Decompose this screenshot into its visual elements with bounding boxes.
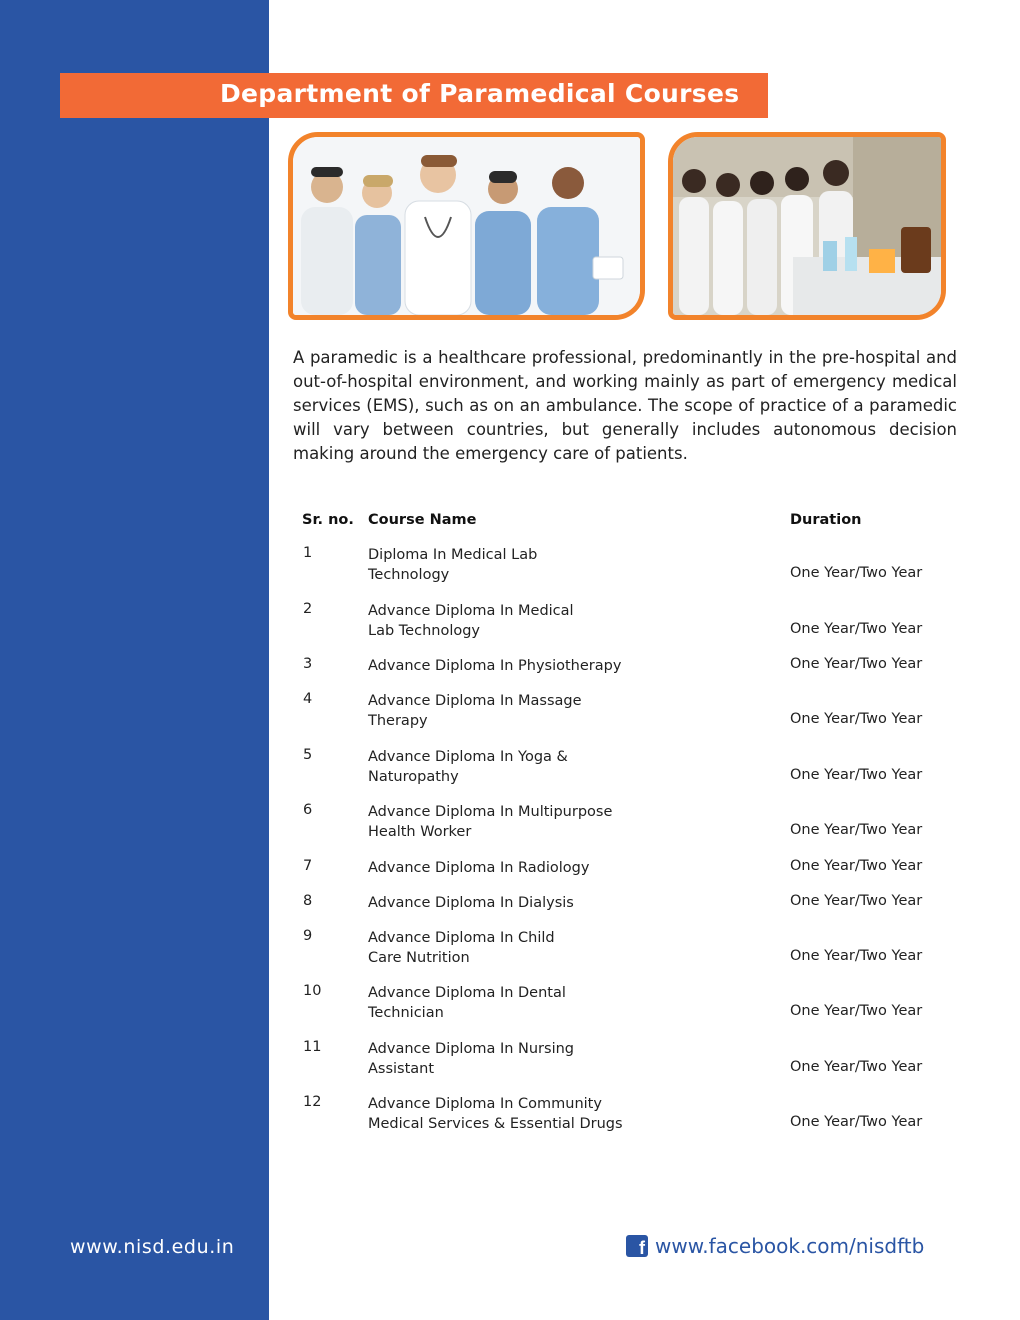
- header-duration: Duration: [790, 512, 862, 528]
- course-duration: One Year/Two Year: [790, 711, 923, 727]
- course-name: Advance Diploma In Yoga & Naturopathy: [368, 748, 568, 785]
- course-name: Advance Diploma In Child Care Nutrition: [368, 929, 555, 966]
- course-name: Advance Diploma In Dental Technician: [368, 985, 566, 1021]
- course-name: Diploma In Medical Lab Technology: [368, 547, 538, 583]
- sr-number: 2: [303, 600, 313, 617]
- intro-paragraph: A paramedic is a healthcare professional, predominantly in the pre-hospital and out-of-hospital environment, and working mainly as part of emergency medical services (EMS), such as on an ambulance. The scope of practice of a paramedic will vary between countries, but generally includes autonomous decision making around the emergency care of patients.: [293, 348, 957, 463]
- course-duration: One Year/Two Year: [790, 766, 923, 783]
- header-sr-no: Sr. no.: [302, 512, 354, 528]
- page-title: Department of Paramedical Courses: [220, 79, 740, 108]
- title-banner: [60, 73, 768, 118]
- sr-number: 12: [303, 1094, 322, 1110]
- course-name: Advance Diploma In Nursing Assistant: [368, 1040, 574, 1077]
- table-row: [0, 858, 1020, 893]
- sr-number: 3: [303, 656, 313, 672]
- facebook-url: www.facebook.com/nisdftb: [655, 1234, 925, 1258]
- table-row: [0, 1039, 1020, 1095]
- sr-number: 7: [303, 857, 313, 874]
- medical-staff-photo: [288, 132, 645, 320]
- course-name: Advance Diploma In Dialysis: [368, 894, 574, 911]
- course-name: Advance Diploma In Multipurpose Health Worker: [368, 804, 613, 840]
- sr-number: 9: [303, 927, 313, 944]
- course-name: Advance Diploma In Radiology: [368, 859, 590, 876]
- course-name: Advance Diploma In Medical Lab Technology: [368, 602, 574, 639]
- course-duration: One Year/Two Year: [790, 1058, 923, 1075]
- course-duration: One Year/Two Year: [790, 656, 923, 672]
- sr-number: 5: [303, 746, 313, 763]
- table-row: [0, 1094, 1020, 1150]
- course-name: Advance Diploma In Massage Therapy: [368, 693, 582, 729]
- sr-number: 4: [303, 691, 313, 707]
- facebook-link[interactable]: [626, 1234, 924, 1258]
- course-name: Advance Diploma In Physiotherapy: [368, 658, 622, 674]
- table-row: [0, 983, 1020, 1039]
- sr-number: 8: [303, 892, 313, 909]
- table-row: [0, 656, 1020, 691]
- table-row: [0, 601, 1020, 657]
- course-duration: One Year/Two Year: [790, 822, 923, 838]
- website-link[interactable]: www.nisd.edu.in: [70, 1236, 235, 1258]
- course-duration: One Year/Two Year: [790, 620, 923, 637]
- course-duration: One Year/Two Year: [790, 892, 923, 909]
- table-row: [0, 893, 1020, 928]
- course-duration: One Year/Two Year: [790, 857, 923, 874]
- sr-number: 1: [303, 545, 313, 561]
- course-name: Advance Diploma In Community Medical Services & Essential Drugs: [368, 1096, 623, 1132]
- table-row: [0, 691, 1020, 747]
- sr-number: 10: [303, 983, 322, 999]
- course-duration: One Year/Two Year: [790, 947, 923, 964]
- lab-students-photo: [668, 132, 946, 320]
- sr-number: 11: [303, 1038, 322, 1055]
- table-row: [0, 747, 1020, 803]
- course-duration: One Year/Two Year: [790, 1003, 923, 1019]
- facebook-icon: f: [626, 1235, 648, 1257]
- course-duration: One Year/Two Year: [790, 1114, 923, 1130]
- table-row: [0, 802, 1020, 858]
- course-duration: One Year/Two Year: [790, 565, 923, 581]
- course-table: [0, 545, 1020, 1150]
- table-row: [0, 928, 1020, 984]
- header-course-name: Course Name: [368, 512, 477, 528]
- sr-number: 6: [303, 802, 313, 818]
- table-row: [0, 545, 1020, 601]
